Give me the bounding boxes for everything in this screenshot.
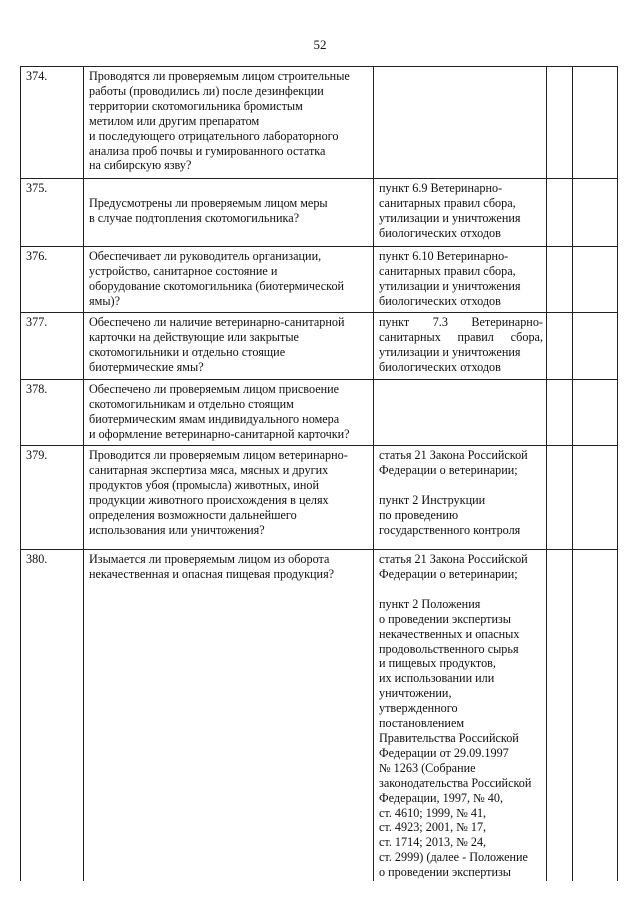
reference-line: продовольственного сырья	[379, 641, 519, 656]
table-row	[21, 380, 618, 446]
question-cell	[84, 380, 374, 446]
question-line: Обеспечивает ли руководитель организации,	[89, 249, 322, 263]
note-cell	[573, 247, 618, 313]
checklist-table	[20, 66, 618, 881]
reference-line: биологических отходов	[379, 293, 501, 308]
table-row	[21, 313, 618, 380]
row-number: 377.	[21, 313, 84, 380]
reference-line: утилизации и уничтожения	[379, 278, 521, 293]
question-line: и последующего отрицательного лабораторного	[89, 128, 339, 143]
reference-line: статья 21 Закона Российской	[379, 552, 528, 566]
question-line: использования или уничтожения?	[89, 522, 265, 537]
question-line: Проводится ли проверяемым лицом ветеринарно-	[89, 448, 348, 462]
note-cell	[573, 550, 618, 882]
question-cell	[84, 67, 374, 179]
reference-line: государственного контроля	[379, 522, 521, 537]
question-line: скотомогильники и отдельно стоящие	[89, 344, 286, 359]
question-line: оборудование скотомогильника (биотермической	[89, 278, 345, 293]
question-line: скотомогильникам и отдельно стоящим	[89, 396, 294, 411]
question-line: анализа проб почвы и гумированного остатка	[89, 143, 326, 158]
reference-line: пункт 6.9 Ветеринарно-	[379, 181, 503, 195]
reference-line: санитарных правил сбора,	[379, 263, 516, 278]
reference-cell	[374, 67, 547, 179]
reference-cell	[374, 380, 547, 446]
note-cell	[573, 179, 618, 247]
question-line: Обеспечено ли проверяемым лицом присвоение	[89, 382, 340, 396]
row-number: 378.	[21, 380, 84, 446]
note-cell	[573, 67, 618, 179]
reference-line: и пищевых продуктов,	[379, 656, 496, 671]
checklist-rows	[21, 67, 618, 882]
question-line: работы (проводились ли) после дезинфекции	[89, 83, 324, 98]
question-line: и оформление ветеринарно-санитарной карточки?	[89, 426, 350, 441]
reference-cell	[374, 446, 547, 550]
reference-line: санитарных правил сбора,	[379, 329, 543, 344]
reference-line: статья 21 Закона Российской	[379, 448, 528, 462]
reference-line: по проведению	[379, 507, 459, 522]
question-cell	[84, 313, 374, 380]
question-line: устройство, санитарное состояние и	[89, 263, 278, 278]
note-cell	[573, 380, 618, 446]
question-line: некачественная и опасная пищевая продукция?	[89, 566, 335, 581]
reference-line: биологических отходов	[379, 225, 501, 240]
result-cell	[547, 67, 573, 179]
reference-line: их использовании или	[379, 671, 495, 686]
row-number: 375.	[21, 179, 84, 247]
table-row	[21, 446, 618, 550]
result-cell	[547, 313, 573, 380]
reference-line: о проведении экспертизы	[379, 611, 511, 626]
reference-line: № 1263 (Собрание	[379, 760, 476, 775]
page-number: 52	[313, 37, 327, 52]
question-line: карточки на действующие или закрытые	[89, 329, 299, 344]
question-cell	[84, 550, 374, 882]
row-number: 380.	[21, 550, 84, 882]
row-number: 379.	[21, 446, 84, 550]
reference-line: утилизации и уничтожения	[379, 210, 521, 225]
result-cell	[547, 380, 573, 446]
question-line: определения возможности дальнейшего	[89, 507, 297, 522]
question-line: территории скотомогильника бромистым	[89, 98, 303, 113]
reference-line: ст. 1714; 2013, № 24,	[379, 835, 487, 850]
reference-cell	[374, 247, 547, 313]
reference-line: пункт 6.10 Ветеринарно-	[379, 249, 509, 263]
reference-line: уничтожении,	[379, 686, 452, 701]
reference-line: Федерации о ветеринарии;	[379, 462, 518, 477]
result-cell	[547, 247, 573, 313]
table-row	[21, 67, 618, 179]
question-line: продукции животного происхождения в целях	[89, 492, 329, 507]
reference-line: санитарных правил сбора,	[379, 195, 516, 210]
reference-line: о проведении экспертизы	[379, 865, 511, 880]
question-cell	[84, 179, 374, 247]
reference-line: ст. 2999) (далее - Положение	[379, 850, 528, 865]
question-line: биотермические ямы?	[89, 359, 204, 374]
table-row	[21, 179, 618, 247]
question-cell	[84, 247, 374, 313]
reference-line: постановлением	[379, 716, 465, 731]
reference-line: некачественных и опасных	[379, 626, 520, 641]
question-line: Предусмотрены ли проверяемым лицом меры	[89, 196, 328, 210]
reference-line: пункт 7.3 Ветеринарно-	[379, 315, 543, 329]
reference-line: пункт 2 Положения	[379, 596, 481, 611]
table-row	[21, 247, 618, 313]
reference-gap	[379, 582, 543, 597]
result-cell	[547, 446, 573, 550]
result-cell	[547, 550, 573, 882]
reference-line: законодательства Российской	[379, 775, 532, 790]
question-line: Изымается ли проверяемым лицом из оборота	[89, 552, 330, 566]
reference-line: ст. 4923; 2001, № 17,	[379, 820, 487, 835]
reference-line: Федерации о ветеринарии;	[379, 566, 518, 581]
question-line: санитарная экспертиза мяса, мясных и других	[89, 462, 329, 477]
reference-gap	[379, 478, 543, 493]
reference-line: Федерации от 29.09.1997	[379, 745, 509, 760]
reference-line: Правительства Российской	[379, 730, 519, 745]
note-cell	[573, 446, 618, 550]
question-line: биотермическим ямам индивидуального номера	[89, 411, 340, 426]
reference-cell	[374, 179, 547, 247]
table-row	[21, 550, 618, 882]
reference-line: утвержденного	[379, 701, 458, 716]
reference-line: биологических отходов	[379, 359, 501, 374]
reference-cell	[374, 550, 547, 882]
row-number: 376.	[21, 247, 84, 313]
reference-line: пункт 2 Инструкции	[379, 492, 486, 507]
row-number: 374.	[21, 67, 84, 179]
note-cell	[573, 313, 618, 380]
question-line: продуктов убоя (промысла) животных, иной	[89, 477, 319, 492]
question-line: на сибирскую язву?	[89, 158, 192, 173]
reference-line: утилизации и уничтожения	[379, 344, 521, 359]
question-line: Обеспечено ли наличие ветеринарно-санитарной	[89, 315, 345, 329]
result-cell	[547, 179, 573, 247]
reference-line: ст. 4610; 1999, № 41,	[379, 805, 487, 820]
question-line: метилом или другим препаратом	[89, 113, 260, 128]
reference-line: Федерации, 1997, № 40,	[379, 790, 504, 805]
reference-cell	[374, 313, 547, 380]
question-line: в случае подтопления скотомогильника?	[89, 210, 300, 225]
question-line: ямы)?	[89, 293, 120, 308]
question-cell	[84, 446, 374, 550]
question-line: Проводятся ли проверяемым лицом строительные	[89, 69, 350, 83]
